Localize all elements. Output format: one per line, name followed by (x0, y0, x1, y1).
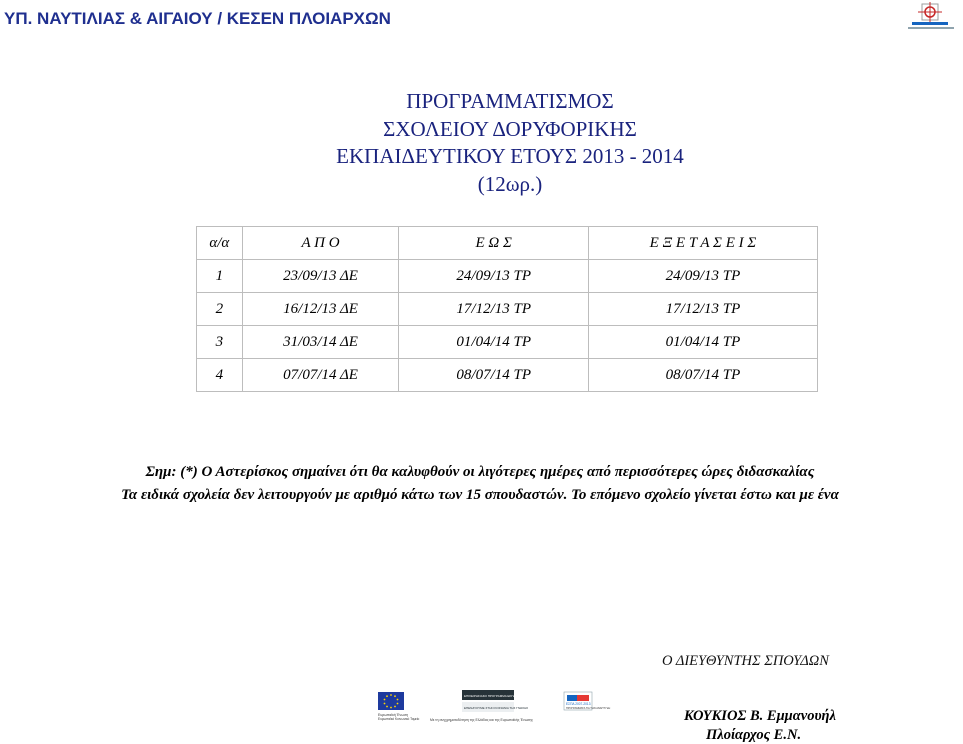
schedule-table (196, 226, 818, 392)
header-number: α/α (197, 227, 243, 260)
table-row (197, 293, 818, 326)
cofunding-footer: Με τη συγχρηματοδότηση της Ελλάδας και της Ευρωπαϊκής Ένωσης (430, 718, 533, 722)
exam-date: 01/04/14 ΤΡ (588, 326, 817, 359)
to-date: 24/09/13 ΤΡ (399, 260, 588, 293)
exam-date: 08/07/14 ΤΡ (588, 359, 817, 392)
to-date: 01/04/14 ΤΡ (399, 326, 588, 359)
minimum-students-note: Τα ειδικά σχολεία δεν λειτουργούν με αριθμό κάτω των 15 σπουδαστών. Το επόμενο σχολείο γίνεται έστω και με ένα (121, 487, 839, 503)
from-date: 16/12/13 ΔΕ (242, 293, 399, 326)
header-exams: Ε Ξ Ε Τ Α Σ Ε Ι Σ (588, 227, 817, 260)
program-title-line3: ΕΚΠΑΙΔΕΥΤΙΚΟΥ ΕΤΟΥΣ 2013 - 2014 (336, 144, 684, 168)
table-header-row (197, 227, 818, 260)
row-number: 2 (197, 293, 243, 326)
row-number: 4 (197, 359, 243, 392)
table-row (197, 326, 818, 359)
from-date: 07/07/14 ΔΕ (242, 359, 399, 392)
exam-date: 17/12/13 ΤΡ (588, 293, 817, 326)
program-title-line1: ΠΡΟΓΡΑΜΜΑΤΙΣΜΟΣ (406, 89, 614, 113)
funding-logos (378, 688, 611, 724)
signatory-name: ΚΟΥΚΙΟΣ Β. Εμμανουήλ (684, 708, 836, 724)
header-to: Ε Ω Σ (399, 227, 588, 260)
row-number: 3 (197, 326, 243, 359)
program-name: ΕΠΙΧΕΙΡΗΣΙΑΚΟ ΠΡΟΓΡΑΜΜΑ ΕΚΠΑΙΔΕΥΣΗ ΚΑΙ ΔΙΑ ΒΙΟΥ ΜΑΘΗΣΗ (464, 694, 560, 698)
signatory-role: Πλοίαρχος Ε.Ν. (706, 727, 802, 743)
eu-fund-label: Ευρωπαϊκό Κοινωνικό Ταμείο (378, 717, 420, 721)
eu-flag-icon (378, 692, 404, 710)
to-date: 08/07/14 ΤΡ (399, 359, 588, 392)
program-title-line2: ΣΧΟΛΕΙΟΥ ΔΟΡΥΦΟΡΙΚΗΣ (383, 116, 637, 141)
director-title: Ο ΔΙΕΥΘΥΝΤΗΣ ΣΠΟΥΔΩΝ (662, 653, 829, 669)
organization-logo-icon (904, 2, 958, 32)
eu-label: Ευρωπαϊκή Ένωση (378, 713, 409, 717)
espa-label: ΕΣΠΑ 2007-2013 (566, 702, 591, 706)
espa-tagline: ΠΡΟΓΡΑΜΜΑΤΑ ΓΙΑ ΤΗΝ ΑΝΑΠΤΥΞΗ (566, 707, 611, 710)
row-number: 1 (197, 260, 243, 293)
exam-date: 24/09/13 ΤΡ (588, 260, 817, 293)
header-title: ΥΠ. ΝΑΥΤΙΛΙΑΣ & ΑΙΓΑΙΟΥ / ΚΕΣΕΝ ΠΛΟΙΑΡΧΩΝ (4, 9, 391, 28)
program-tagline: ΕΠΕΝΔΥΟΥΜΕ ΣΤΗΝ ΚΟΙΝΩΝΙΑ ΤΗΣ ΓΝΩΣΗΣ (464, 706, 529, 710)
table-row (197, 260, 818, 293)
from-date: 23/09/13 ΔΕ (242, 260, 399, 293)
program-title-line4: (12ωρ.) (477, 171, 543, 196)
from-date: 31/03/14 ΔΕ (242, 326, 399, 359)
program-title (290, 88, 730, 198)
asterisk-note: Σημ: (*) Ο Αστερίσκος σημαίνει ότι θα καλυφθούν οι λιγότερες ημέρες από περισσότερες ώρες διδασκαλίας (145, 464, 815, 480)
table-row (197, 359, 818, 392)
to-date: 17/12/13 ΤΡ (399, 293, 588, 326)
header-from: Α Π Ο (242, 227, 399, 260)
